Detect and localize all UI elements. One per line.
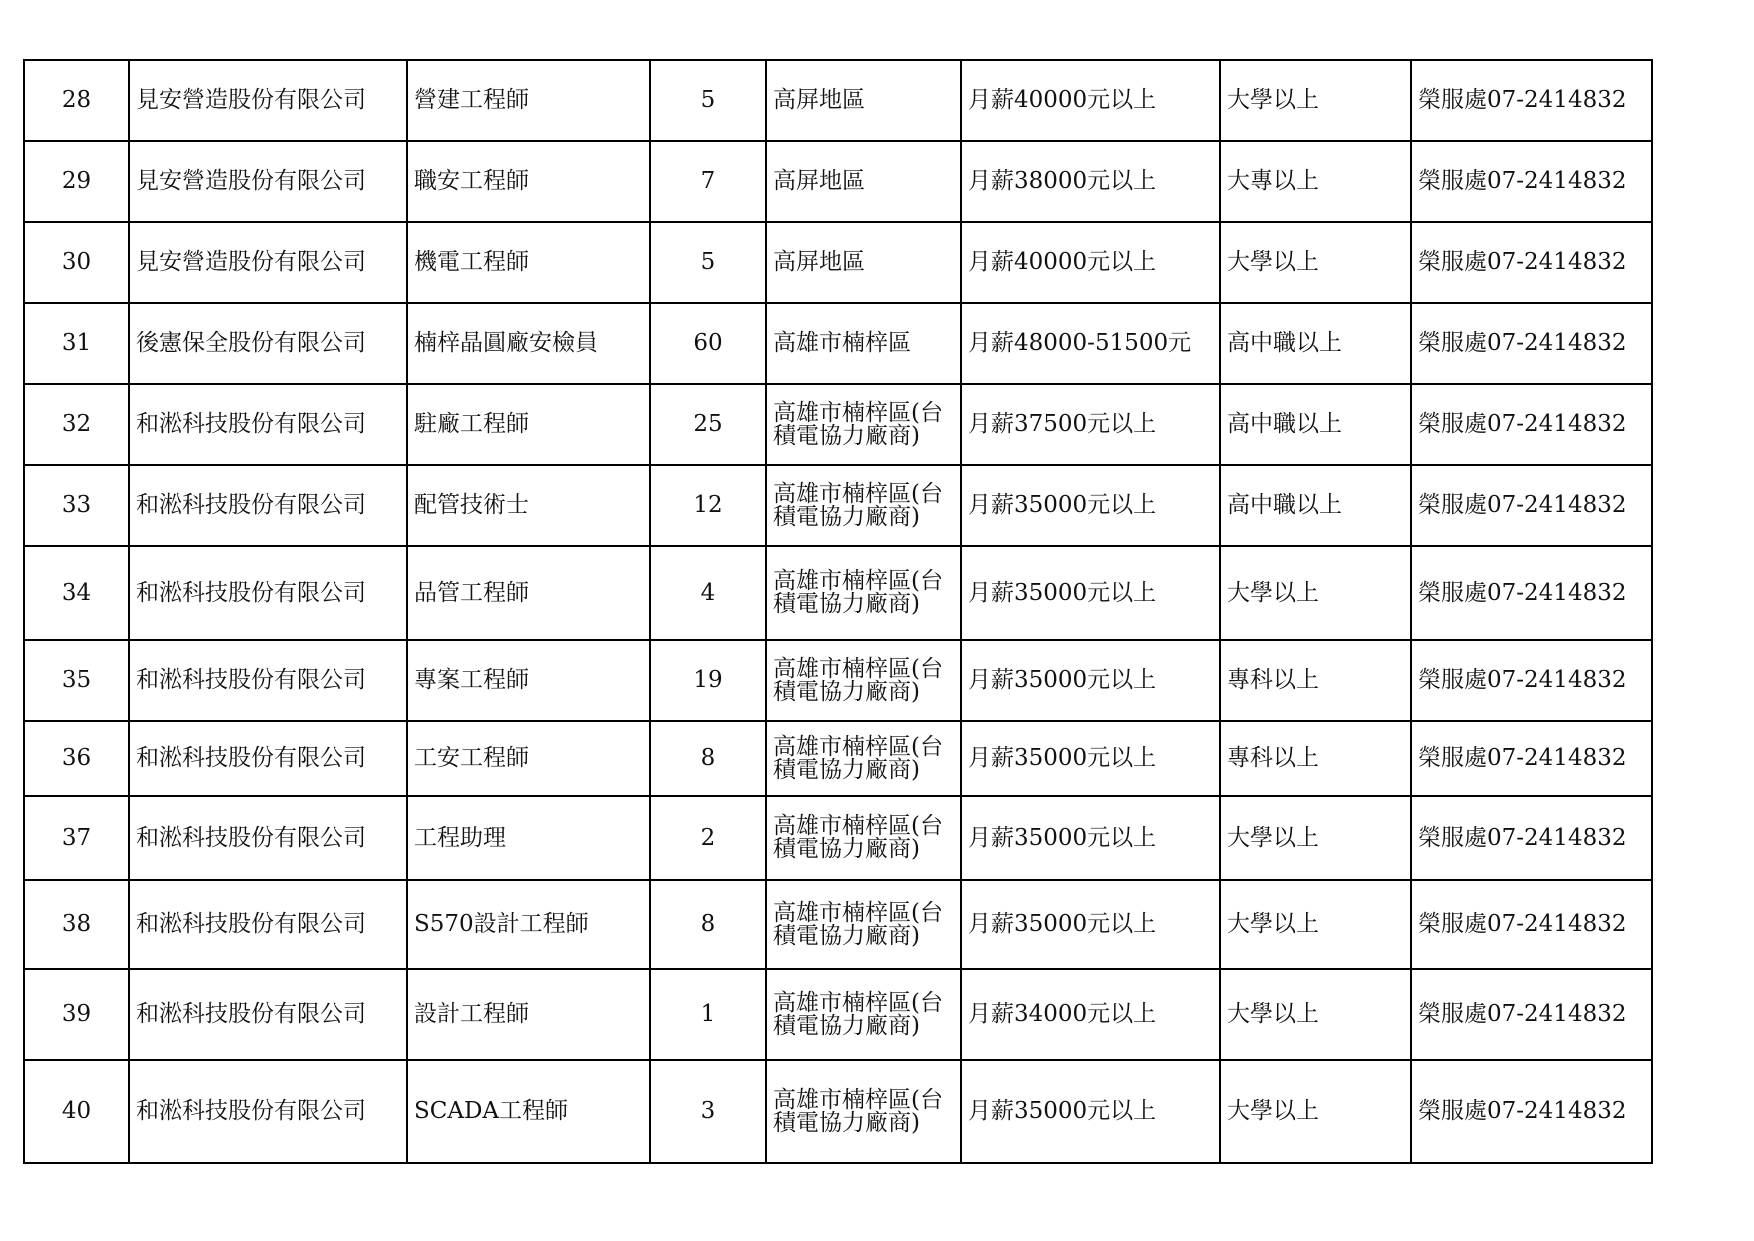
salary: 月薪35000元以上	[961, 1060, 1220, 1163]
education-requirement: 專科以上	[1220, 721, 1411, 796]
row-number: 38	[24, 880, 129, 969]
work-location-line-1: 高雄市楠梓區(台	[773, 655, 943, 682]
job-title: SCADA工程師	[407, 1060, 650, 1163]
opening-count: 1	[650, 969, 766, 1060]
work-location-line-2: 積電協力廠商)	[773, 1012, 920, 1039]
opening-count: 7	[650, 141, 766, 222]
contact-info: 榮服處07-2414832	[1411, 60, 1652, 141]
education-requirement: 高中職以上	[1220, 465, 1411, 546]
table-row	[24, 640, 1652, 721]
row-number: 29	[24, 141, 129, 222]
company-name: 和淞科技股份有限公司	[129, 546, 407, 640]
job-listing-table	[23, 59, 1653, 1164]
contact-info: 榮服處07-2414832	[1411, 969, 1652, 1060]
opening-count: 19	[650, 640, 766, 721]
work-location	[766, 1060, 961, 1163]
job-title: 配管技術士	[407, 465, 650, 546]
work-location	[766, 640, 961, 721]
contact-info: 榮服處07-2414832	[1411, 546, 1652, 640]
contact-info: 榮服處07-2414832	[1411, 222, 1652, 303]
work-location	[766, 546, 961, 640]
contact-info: 榮服處07-2414832	[1411, 880, 1652, 969]
table-row	[24, 969, 1652, 1060]
job-title: 楠梓晶圓廠安檢員	[407, 303, 650, 384]
work-location: 高屏地區	[766, 222, 961, 303]
salary: 月薪40000元以上	[961, 222, 1220, 303]
company-name: 和淞科技股份有限公司	[129, 721, 407, 796]
company-name: 和淞科技股份有限公司	[129, 384, 407, 465]
salary: 月薪48000-51500元	[961, 303, 1220, 384]
company-name: 見安營造股份有限公司	[129, 141, 407, 222]
company-name: 和淞科技股份有限公司	[129, 796, 407, 880]
opening-count: 5	[650, 222, 766, 303]
company-name: 和淞科技股份有限公司	[129, 880, 407, 969]
row-number: 39	[24, 969, 129, 1060]
row-number: 36	[24, 721, 129, 796]
document-page	[23, 59, 1653, 1164]
job-title: 駐廠工程師	[407, 384, 650, 465]
work-location-line-2: 積電協力廠商)	[773, 836, 920, 862]
table-row	[24, 141, 1652, 222]
education-requirement: 專科以上	[1220, 640, 1411, 721]
table-row	[24, 60, 1652, 141]
table-row	[24, 721, 1652, 796]
education-requirement: 高中職以上	[1220, 384, 1411, 465]
salary: 月薪35000元以上	[961, 796, 1220, 880]
work-location	[766, 796, 961, 880]
work-location-line-2: 積電協力廠商)	[773, 678, 920, 705]
work-location-line-1: 高雄市楠梓區(台	[773, 899, 943, 926]
contact-info: 榮服處07-2414832	[1411, 640, 1652, 721]
work-location	[766, 721, 961, 796]
job-title: 工安工程師	[407, 721, 650, 796]
contact-info: 榮服處07-2414832	[1411, 1060, 1652, 1163]
education-requirement: 大學以上	[1220, 969, 1411, 1060]
work-location	[766, 969, 961, 1060]
salary: 月薪34000元以上	[961, 969, 1220, 1060]
education-requirement: 大學以上	[1220, 222, 1411, 303]
opening-count: 2	[650, 796, 766, 880]
work-location-line-2: 積電協力廠商)	[773, 591, 920, 617]
opening-count: 5	[650, 60, 766, 141]
work-location: 高雄市楠梓區	[766, 303, 961, 384]
education-requirement: 大學以上	[1220, 60, 1411, 141]
opening-count: 60	[650, 303, 766, 384]
work-location-line-1: 高雄市楠梓區(台	[773, 733, 943, 760]
table-row	[24, 222, 1652, 303]
opening-count: 8	[650, 880, 766, 969]
job-title: 專案工程師	[407, 640, 650, 721]
row-number: 37	[24, 796, 129, 880]
contact-info: 榮服處07-2414832	[1411, 465, 1652, 546]
contact-info: 榮服處07-2414832	[1411, 384, 1652, 465]
salary: 月薪35000元以上	[961, 640, 1220, 721]
row-number: 34	[24, 546, 129, 640]
salary: 月薪40000元以上	[961, 60, 1220, 141]
work-location-line-2: 積電協力廠商)	[773, 1109, 920, 1136]
work-location-line-1: 高雄市楠梓區(台	[773, 1086, 943, 1113]
table-row	[24, 546, 1652, 640]
table-row	[24, 880, 1652, 969]
work-location-line-2: 積電協力廠商)	[773, 503, 920, 530]
opening-count: 3	[650, 1060, 766, 1163]
table-body	[24, 60, 1652, 1163]
row-number: 28	[24, 60, 129, 141]
row-number: 35	[24, 640, 129, 721]
company-name: 和淞科技股份有限公司	[129, 640, 407, 721]
job-title: 營建工程師	[407, 60, 650, 141]
education-requirement: 大學以上	[1220, 546, 1411, 640]
row-number: 32	[24, 384, 129, 465]
job-title: 機電工程師	[407, 222, 650, 303]
work-location-line-2: 積電協力廠商)	[773, 922, 920, 949]
education-requirement: 大學以上	[1220, 880, 1411, 969]
opening-count: 4	[650, 546, 766, 640]
company-name: 後憲保全股份有限公司	[129, 303, 407, 384]
job-title: 設計工程師	[407, 969, 650, 1060]
work-location-line-1: 高雄市楠梓區(台	[773, 989, 943, 1016]
salary: 月薪38000元以上	[961, 141, 1220, 222]
education-requirement: 高中職以上	[1220, 303, 1411, 384]
company-name: 見安營造股份有限公司	[129, 60, 407, 141]
row-number: 40	[24, 1060, 129, 1163]
work-location: 高屏地區	[766, 141, 961, 222]
opening-count: 8	[650, 721, 766, 796]
work-location-line-2: 積電協力廠商)	[773, 422, 920, 449]
work-location	[766, 384, 961, 465]
salary: 月薪35000元以上	[961, 880, 1220, 969]
contact-info: 榮服處07-2414832	[1411, 796, 1652, 880]
row-number: 33	[24, 465, 129, 546]
salary: 月薪37500元以上	[961, 384, 1220, 465]
work-location-line-1: 高雄市楠梓區(台	[773, 813, 943, 839]
company-name: 見安營造股份有限公司	[129, 222, 407, 303]
contact-info: 榮服處07-2414832	[1411, 721, 1652, 796]
job-title: 工程助理	[407, 796, 650, 880]
opening-count: 25	[650, 384, 766, 465]
company-name: 和淞科技股份有限公司	[129, 465, 407, 546]
job-title: S570設計工程師	[407, 880, 650, 969]
table-row	[24, 303, 1652, 384]
work-location-line-1: 高雄市楠梓區(台	[773, 480, 943, 507]
company-name: 和淞科技股份有限公司	[129, 969, 407, 1060]
table-row	[24, 384, 1652, 465]
work-location	[766, 880, 961, 969]
opening-count: 12	[650, 465, 766, 546]
row-number: 30	[24, 222, 129, 303]
contact-info: 榮服處07-2414832	[1411, 141, 1652, 222]
education-requirement: 大學以上	[1220, 1060, 1411, 1163]
education-requirement: 大學以上	[1220, 796, 1411, 880]
work-location-line-1: 高雄市楠梓區(台	[773, 399, 943, 426]
job-title: 職安工程師	[407, 141, 650, 222]
company-name: 和淞科技股份有限公司	[129, 1060, 407, 1163]
salary: 月薪35000元以上	[961, 546, 1220, 640]
row-number: 31	[24, 303, 129, 384]
salary: 月薪35000元以上	[961, 721, 1220, 796]
work-location: 高屏地區	[766, 60, 961, 141]
work-location	[766, 465, 961, 546]
salary: 月薪35000元以上	[961, 465, 1220, 546]
table-row	[24, 1060, 1652, 1163]
education-requirement: 大專以上	[1220, 141, 1411, 222]
contact-info: 榮服處07-2414832	[1411, 303, 1652, 384]
table-row	[24, 465, 1652, 546]
work-location-line-2: 積電協力廠商)	[773, 756, 920, 783]
work-location-line-1: 高雄市楠梓區(台	[773, 568, 943, 594]
table-row	[24, 796, 1652, 880]
job-title: 品管工程師	[407, 546, 650, 640]
